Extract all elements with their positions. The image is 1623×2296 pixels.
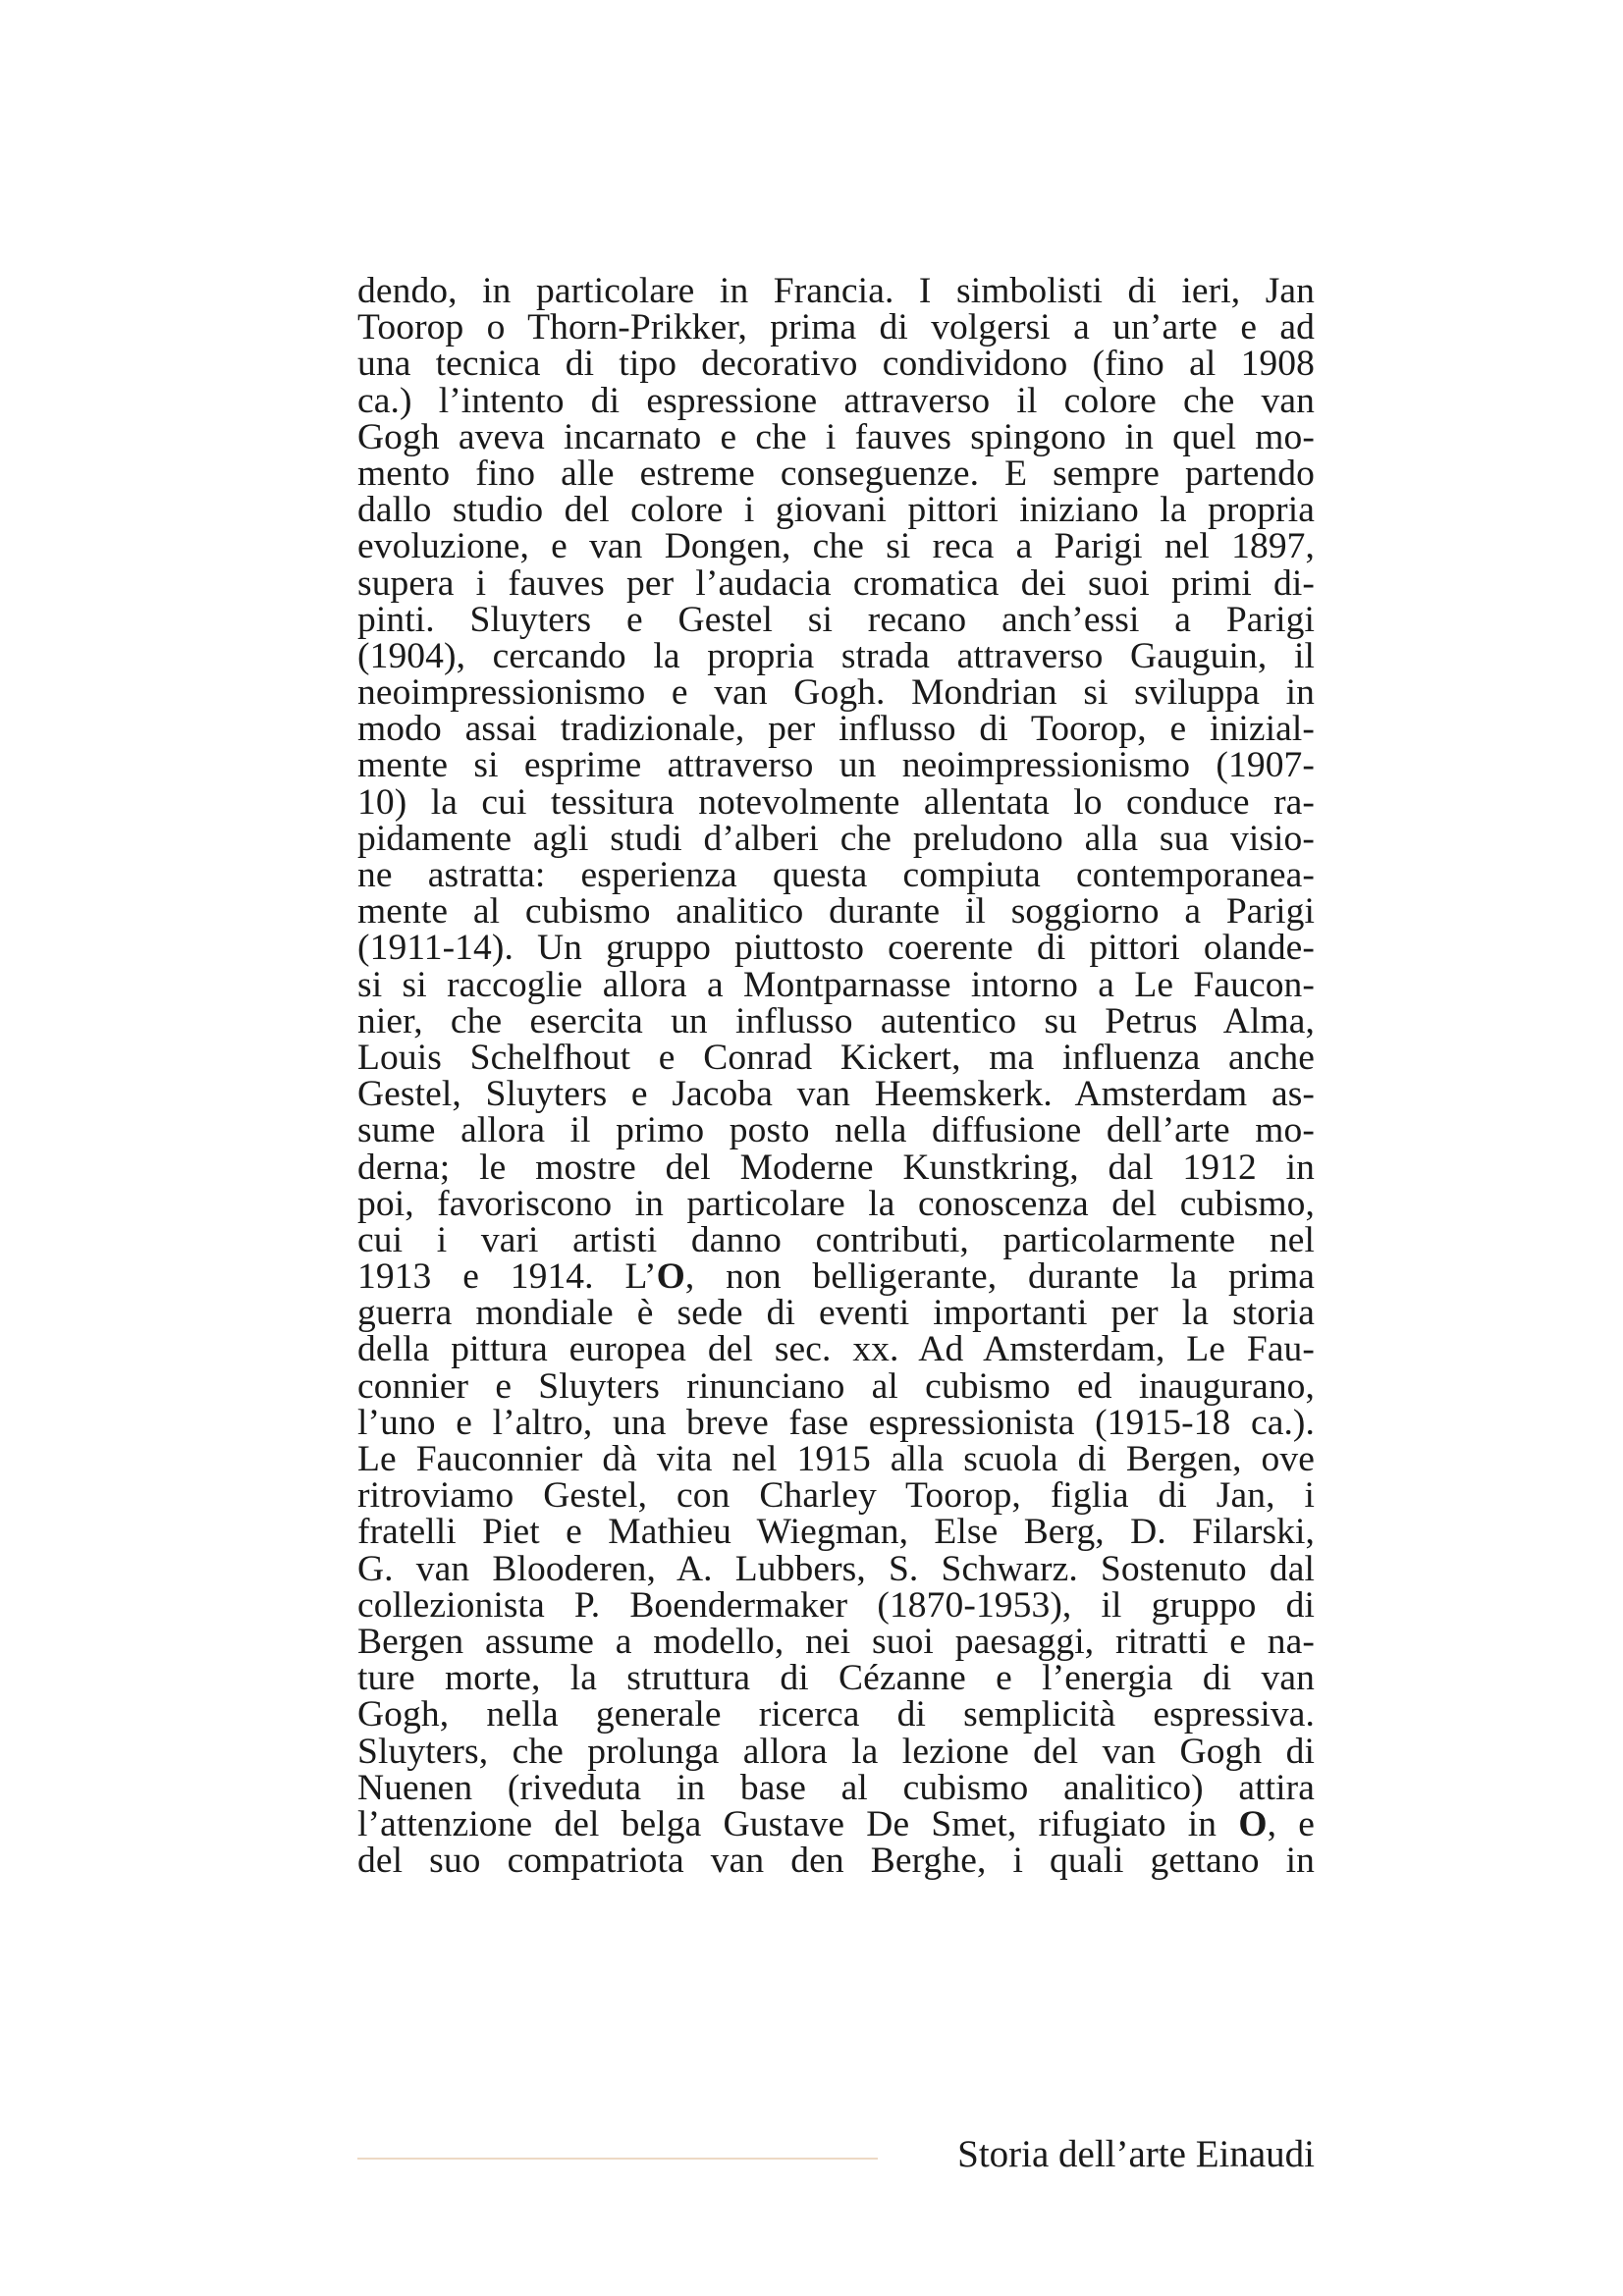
text-run: , e xyxy=(1267,1803,1315,1844)
text-line xyxy=(357,1696,1315,1733)
text-line xyxy=(357,635,1315,676)
text-line xyxy=(357,1731,1315,1772)
text-line xyxy=(357,380,1315,421)
text-run: Sluyters, che prolunga allora la lezione del van Gogh di xyxy=(357,1731,1315,1772)
text-run: supera i fauves per l’audacia cromatica dei suoi primi di- xyxy=(357,562,1315,604)
text-run: del suo compatriota van den Berghe, i quali gettano in xyxy=(357,1841,1315,1882)
text-run: pinti. Sluyters e Gestel si recano anch’essi a Parigi xyxy=(357,599,1315,640)
text-line xyxy=(357,309,1315,346)
text-line xyxy=(357,1803,1315,1844)
text-line xyxy=(357,1074,1315,1115)
text-run: G. van Blooderen, A. Lubbers, S. Schwarz. Sostenuto dal xyxy=(357,1548,1315,1589)
text-run: Gogh, nella generale ricerca di semplicità espressiva. xyxy=(357,1694,1315,1735)
text-run: Gestel, Sluyters e Jacoba van Heemskerk. Amsterdam as- xyxy=(357,1074,1315,1115)
text-line xyxy=(357,1219,1315,1260)
text-run: connier e Sluyters rinunciano al cubismo ed inaugurano, xyxy=(357,1365,1315,1407)
text-line xyxy=(357,1329,1315,1370)
text-line xyxy=(357,781,1315,823)
text-run: Toorop o Thorn-Prikker, prima di volgersi a un’arte e ad xyxy=(357,307,1315,348)
text-run: ture morte, la struttura di Cézanne e l’energia di van xyxy=(357,1658,1315,1699)
text-line xyxy=(357,1183,1315,1224)
text-run: mento fino alle estreme conseguenze. E sempre partendo xyxy=(357,453,1315,494)
text-line xyxy=(357,455,1315,492)
text-line xyxy=(357,1149,1315,1186)
text-line xyxy=(357,1110,1315,1151)
text-run: cui i vari artisti danno contributi, particolarmente nel xyxy=(357,1219,1315,1260)
text-line xyxy=(357,1584,1315,1626)
text-run: Bergen assume a modello, nei suoi paesaggi, ritratti e na- xyxy=(357,1621,1315,1662)
text-line xyxy=(357,1441,1315,1477)
text-run: ca.) l’intento di espressione attraverso il colore che van xyxy=(357,380,1315,421)
text-run: nier, che esercita un influsso autentico su Petrus Alma, xyxy=(357,1000,1315,1041)
text-run: ritroviamo Gestel, con Charley Toorop, figlia di Jan, i xyxy=(357,1475,1315,1517)
text-line xyxy=(357,1841,1315,1882)
text-run: (1904), cercando la propria strada attraverso Gauguin, il xyxy=(357,635,1315,676)
text-run: Le Fauconnier dà vita nel 1915 alla scuola di Bergen, ove xyxy=(357,1439,1315,1479)
text-line xyxy=(357,490,1315,531)
text-line xyxy=(357,344,1315,385)
text-line xyxy=(357,964,1315,1005)
text-line xyxy=(357,1365,1315,1407)
text-run: sume allora il primo posto nella diffusione dell’arte mo- xyxy=(357,1110,1315,1151)
footer-title: Storia dell’arte Einaudi xyxy=(957,2133,1315,2175)
text-line xyxy=(357,818,1315,859)
text-line xyxy=(357,416,1315,457)
text-run: una tecnica di tipo decorativo condividono (fino al 1908 xyxy=(357,344,1315,385)
text-run: guerra mondiale è sede di eventi importanti per la storia xyxy=(357,1293,1315,1334)
text-run: 10) la cui tessitura notevolmente allentata lo conduce ra- xyxy=(357,781,1315,823)
text-run: della pittura europea del sec. xx. Ad Amsterdam, Le Fau- xyxy=(357,1329,1315,1370)
text-run: mente si esprime attraverso un neoimpressionismo (1907- xyxy=(357,745,1315,786)
bold-abbreviation: O xyxy=(656,1256,685,1298)
text-run: poi, favoriscono in particolare la conoscenza del cubismo, xyxy=(357,1183,1315,1224)
text-line xyxy=(357,928,1315,969)
text-line xyxy=(357,1512,1315,1553)
text-run: fratelli Piet e Mathieu Wiegman, Else Berg, D. Filarski, xyxy=(357,1512,1315,1553)
text-run: dendo, in particolare in Francia. I simbolisti di ieri, Jan xyxy=(357,271,1315,311)
text-line xyxy=(357,745,1315,786)
text-line xyxy=(357,1621,1315,1662)
text-run: collezionista P. Boendermaker (1870-1953), il gruppo di xyxy=(357,1584,1315,1626)
text-run: Gogh aveva incarnato e che i fauves spingono in quel mo- xyxy=(357,416,1315,457)
text-run: Nuenen (riveduta in base al cubismo analitico) attira xyxy=(357,1767,1315,1808)
text-line xyxy=(357,1293,1315,1334)
text-line xyxy=(357,1037,1315,1078)
text-line xyxy=(357,709,1315,750)
text-run: pidamente agli studi d’alberi che preludono alla sua visio- xyxy=(357,818,1315,859)
text-line xyxy=(357,1767,1315,1808)
text-line xyxy=(357,599,1315,640)
text-line xyxy=(357,1402,1315,1443)
text-run: l’attenzione del belga Gustave De Smet, rifugiato in xyxy=(357,1803,1239,1844)
text-run: derna; le mostre del Moderne Kunstkring, dal 1912 in xyxy=(357,1147,1315,1188)
text-line xyxy=(357,891,1315,933)
text-line xyxy=(357,273,1315,309)
text-run: mente al cubismo analitico durante il soggiorno a Parigi xyxy=(357,891,1315,933)
text-run: dallo studio del colore i giovani pittori iniziano la propria xyxy=(357,490,1315,531)
text-line xyxy=(357,1256,1315,1298)
text-run: ne astratta: esperienza questa compiuta contemporanea- xyxy=(357,855,1315,895)
text-run: si si raccoglie allora a Montparnasse intorno a Le Faucon- xyxy=(357,964,1315,1005)
text-run: modo assai tradizionale, per influsso di Toorop, e inizial- xyxy=(357,709,1315,750)
text-line xyxy=(357,672,1315,714)
body-text xyxy=(357,271,1315,1882)
text-run: evoluzione, e van Dongen, che si reca a Parigi nel 1897, xyxy=(357,526,1315,567)
text-line xyxy=(357,526,1315,567)
text-line xyxy=(357,1000,1315,1041)
text-line xyxy=(357,857,1315,893)
bold-abbreviation: O xyxy=(1238,1803,1268,1844)
text-line xyxy=(357,1548,1315,1589)
text-run: Louis Schelfhout e Conrad Kickert, ma influenza anche xyxy=(357,1037,1315,1078)
text-line xyxy=(357,1475,1315,1517)
text-run: (1911-14). Un gruppo piuttosto coerente di pittori olande- xyxy=(357,928,1315,969)
text-line xyxy=(357,562,1315,604)
text-run: 1913 e 1914. L’ xyxy=(357,1256,657,1298)
footer-rule xyxy=(357,2158,878,2160)
text-line xyxy=(357,1658,1315,1699)
text-run: l’uno e l’altro, una breve fase espressionista (1915-18 ca.). xyxy=(357,1402,1315,1443)
text-run: neoimpressionismo e van Gogh. Mondrian si sviluppa in xyxy=(357,672,1315,714)
text-run: , non belligerante, durante la prima xyxy=(684,1256,1315,1298)
